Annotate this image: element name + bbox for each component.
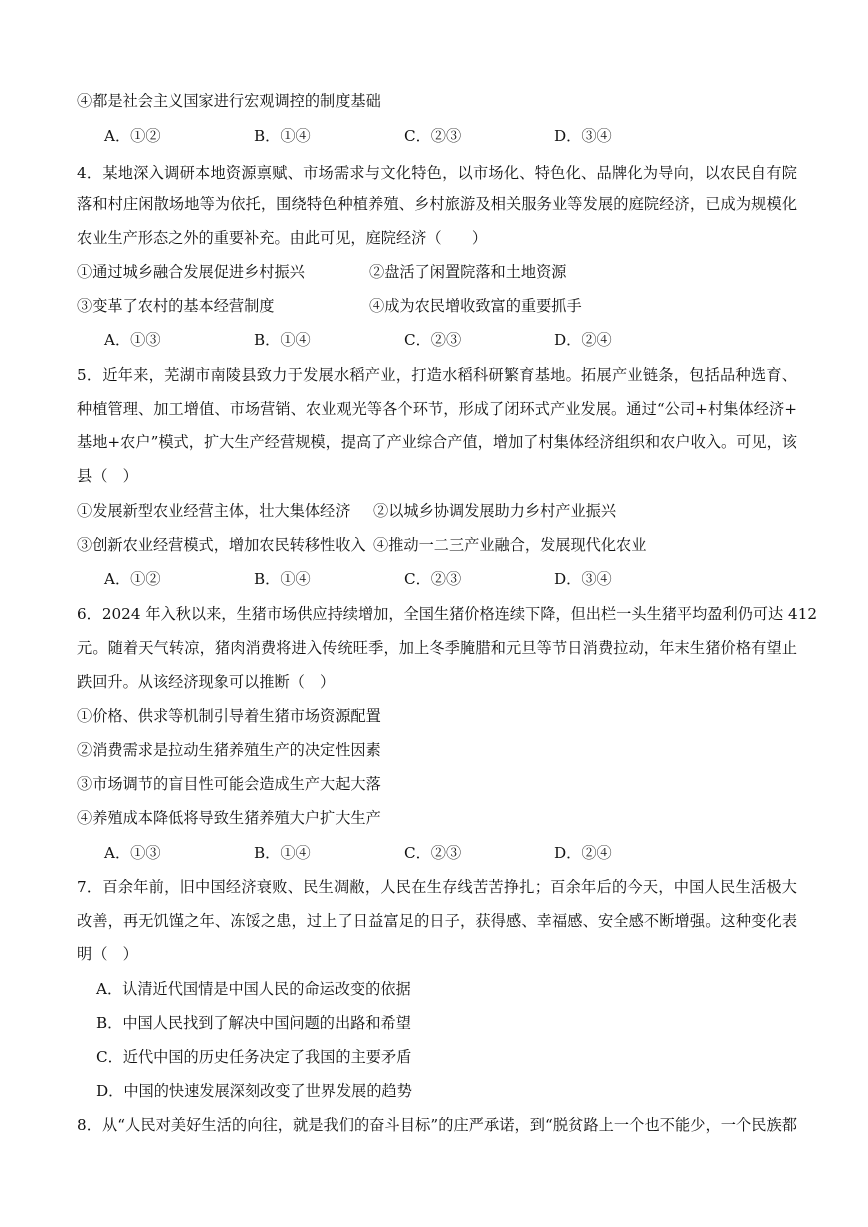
q7-stem-line-2: 改善，再无饥馑之年、冻馁之患，过上了日益富足的日子，获得感、幸福感、安全感不断增强。这种变化表 <box>77 912 797 930</box>
q4-stem-line-1: 4．某地深入调研本地资源禀赋、市场需求与文化特色，以市场化、特色化、品牌化为导向，以农民自有院 <box>77 164 797 182</box>
q6-statement-4: ④养殖成本降低将导致生猪养殖大户扩大生产 <box>77 809 381 827</box>
q4-choice-d[interactable]: D．②④ <box>554 331 612 349</box>
q3-statement-4: ④都是社会主义国家进行宏观调控的制度基础 <box>77 92 381 110</box>
q6-choice-b[interactable]: B．①④ <box>254 844 311 862</box>
q6-choice-c[interactable]: C．②③ <box>404 844 462 862</box>
q5-statement-2: ②以城乡协调发展助力乡村产业振兴 <box>373 502 616 520</box>
q4-choice-c[interactable]: C．②③ <box>404 331 462 349</box>
q5-stem-line-4: 县（ ） <box>77 467 138 485</box>
q5-choice-b[interactable]: B．①④ <box>254 570 311 588</box>
q5-stem-line-2: 种植管理、加工增值、市场营销、农业观光等各个环节，形成了闭环式产业发展。通过“公司+村集体经济+ <box>77 400 797 418</box>
q6-stem-line-1: 6．2024 年入秋以来，生猪市场供应持续增加，全国生猪价格连续下降，但出栏一头生猪平均盈利仍可达 412 <box>77 605 818 623</box>
q6-choice-a[interactable]: A．①③ <box>104 844 161 862</box>
q6-statement-2: ②消费需求是拉动生猪养殖生产的决定性因素 <box>77 741 381 759</box>
q4-statement-1: ①通过城乡融合发展促进乡村振兴 <box>77 263 305 281</box>
q7-option-d[interactable]: D．中国的快速发展深刻改变了世界发展的趋势 <box>96 1082 412 1100</box>
q7-option-b[interactable]: B．中国人民找到了解决中国问题的出路和希望 <box>96 1014 411 1032</box>
q3-choice-a[interactable]: A．①② <box>104 127 161 145</box>
q4-statement-2: ②盘活了闲置院落和土地资源 <box>369 263 567 281</box>
q7-option-c[interactable]: C．近代中国的历史任务决定了我国的主要矛盾 <box>96 1048 412 1066</box>
q5-choice-c[interactable]: C．②③ <box>404 570 462 588</box>
q4-stem-line-3: 农业生产形态之外的重要补充。由此可见，庭院经济（ ） <box>77 229 488 247</box>
q3-choice-b[interactable]: B．①④ <box>254 127 311 145</box>
q5-statement-1: ①发展新型农业经营主体，壮大集体经济 <box>77 502 351 520</box>
q4-statement-3: ③变革了农村的基本经营制度 <box>77 297 275 315</box>
q5-statement-3: ③创新农业经营模式，增加农民转移性收入 <box>77 536 366 554</box>
q4-choice-a[interactable]: A．①③ <box>104 331 161 349</box>
q4-statement-4: ④成为农民增收致富的重要抓手 <box>369 297 582 315</box>
q3-choice-d[interactable]: D．③④ <box>554 127 612 145</box>
q3-choice-c[interactable]: C．②③ <box>404 127 462 145</box>
q6-stem-line-3: 跌回升。从该经济现象可以推断（ ） <box>77 673 336 691</box>
q7-option-a[interactable]: A．认清近代国情是中国人民的命运改变的依据 <box>96 980 411 998</box>
q5-choice-d[interactable]: D．③④ <box>554 570 612 588</box>
q4-choice-b[interactable]: B．①④ <box>254 331 311 349</box>
q5-choice-a[interactable]: A．①② <box>104 570 161 588</box>
q6-choice-d[interactable]: D．②④ <box>554 844 612 862</box>
q5-stem-line-1: 5．近年来，芜湖市南陵县致力于发展水稻产业，打造水稻科研繁育基地。拓展产业链条，包括品种选育、 <box>77 366 797 384</box>
q6-statement-1: ①价格、供求等机制引导着生猪市场资源配置 <box>77 707 381 725</box>
q5-statement-4: ④推动一二三产业融合，发展现代化农业 <box>373 536 647 554</box>
q5-stem-line-3: 基地+农户”模式，扩大生产经营规模，提高了产业综合产值，增加了村集体经济组织和农户收入。可见，该 <box>77 433 797 451</box>
q6-stem-line-2: 元。随着天气转凉，猪肉消费将进入传统旺季，加上冬季腌腊和元旦等节日消费拉动，年末生猪价格有望止 <box>77 639 797 657</box>
q6-statement-3: ③市场调节的盲目性可能会造成生产大起大落 <box>77 775 381 793</box>
q8-stem-line-1: 8．从“人民对美好生活的向往，就是我们的奋斗目标”的庄严承诺，到“脱贫路上一个也不能少，一个民族都 <box>77 1116 797 1134</box>
q7-stem-line-3: 明（ ） <box>77 945 138 963</box>
q7-stem-line-1: 7．百余年前，旧中国经济衰败、民生凋敝，人民在生存线苦苦挣扎；百余年后的今天，中国人民生活极大 <box>77 878 797 896</box>
q4-stem-line-2: 落和村庄闲散场地等为依托，围绕特色种植养殖、乡村旅游及相关服务业等发展的庭院经济，已成为规模化 <box>77 195 797 213</box>
